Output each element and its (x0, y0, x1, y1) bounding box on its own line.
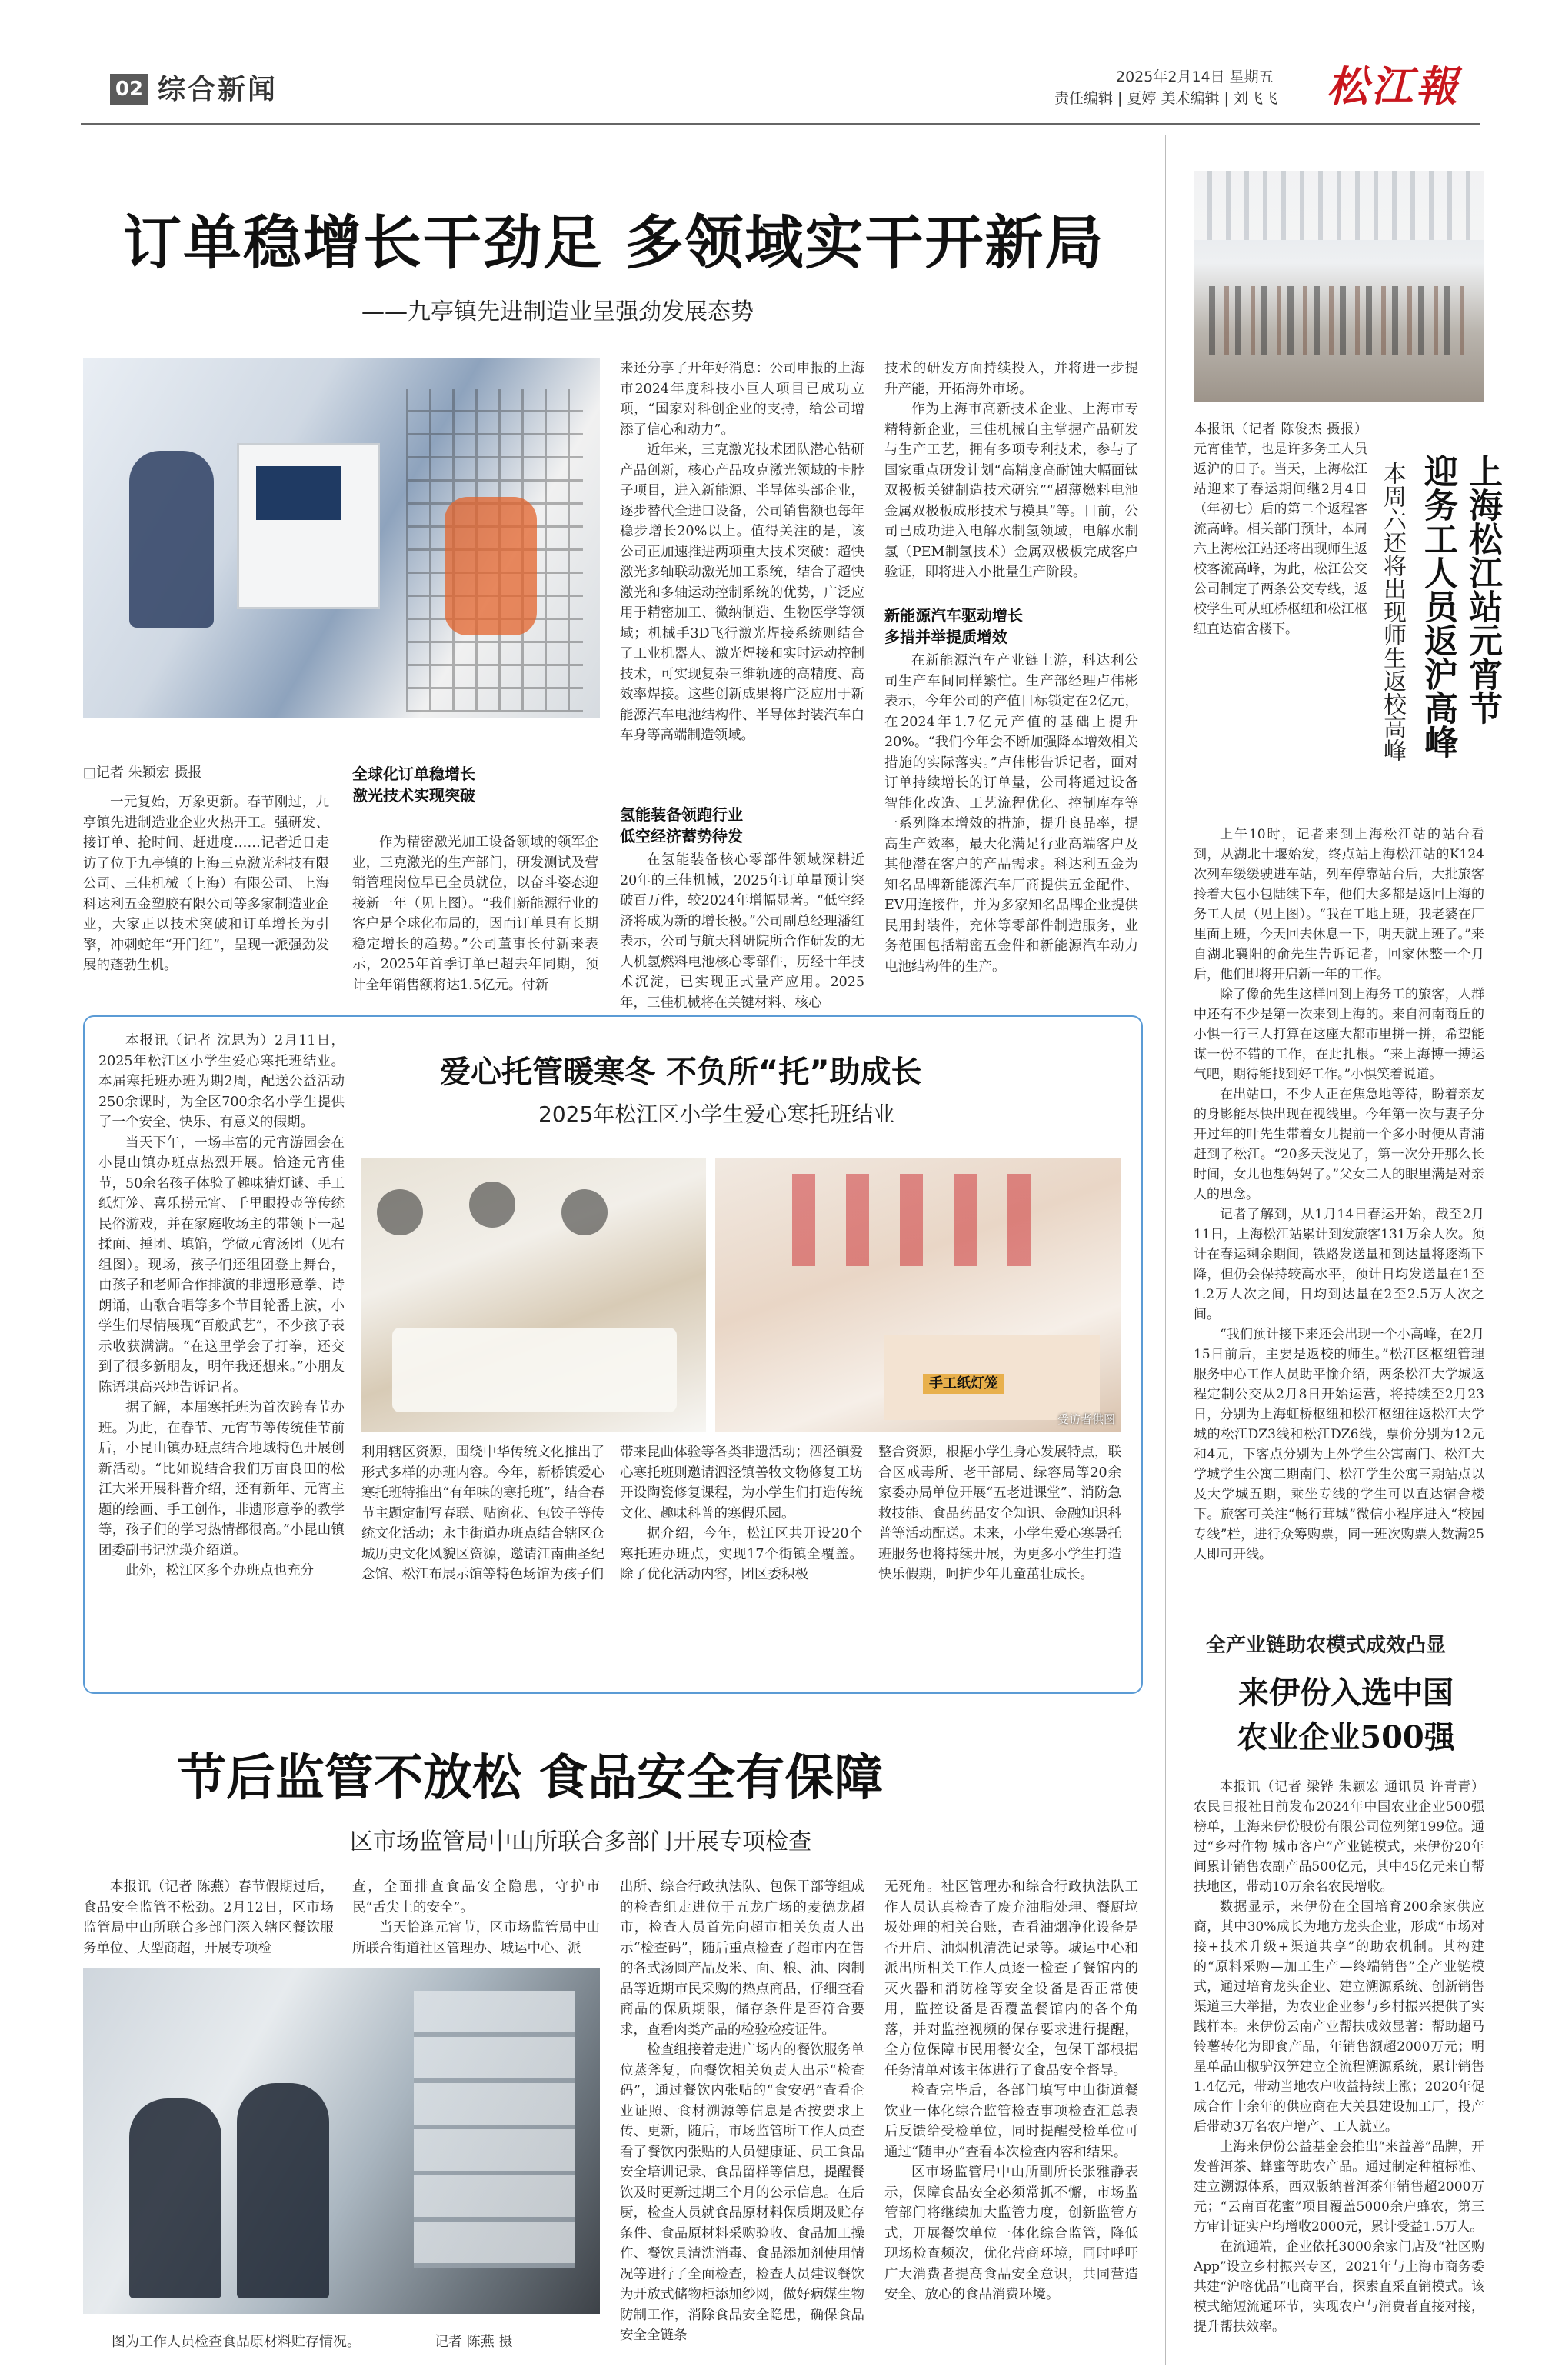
a2-headline: 上海松江站元宵节 迎务工人员返沪高峰 (1418, 454, 1502, 758)
photo-credit: □记者 朱颖宏 摄报 (83, 765, 202, 781)
column-divider (1165, 135, 1166, 2365)
a5-column-2: 查，全面排查食品安全隐患，守护市民“舌尖上的安全”。 当天恰逢元宵节，区市场监管局中山所联合街道社区管理办、城运中心、派 (352, 1879, 600, 1956)
kids-photo-left (361, 1158, 706, 1432)
section-name: 综合新闻 (158, 73, 278, 105)
a1-subhead-2: 氢能装备领跑行业 低空经济蓄势待发 (620, 805, 743, 845)
headline: 订单稳增长干劲足 多领域实干开新局 (123, 208, 1105, 277)
a2-body: 上午10时，记者来到上海松江站的站台看到，从湖北十堰始发，终点站上海松江站的K124次列车缓缓驶进车站，列车停靠站台后，大批旅客拎着大包小包陆续下车，他们大多都是返回上海的务工人员（见上图）。“我在工地上班，我老婆在厂里面上班，今天回去休息一下，明天就上班了。”来自湖北襄阳的俞先生告诉记者，回家休整一个月后，他们即将开启新一年的工作。 除了像俞先生这样回到上海务工的旅客，人群中还有不少是第一次来到上海的。来自河南商丘的小惧一行三人打算在这座大都市里拼一拼，希望能谋一份不错的工作，在此扎根。“来上海博一搏运气吧，期待能找到好工作。”小惧笑着说道。 在出站口，不少人正在焦急地等待，盼着亲友的身影能尽快出现在视线里。今年第一次与妻子分开过年的叶先生带着女儿提前一个多小时便从青浦赶到了松江。“20多天没见了，第一次分开那么长时间，女儿也想妈妈了。”父女二人的眼里满是对亲人的思念。 记者了解到，从1月14日春运开始，截至2月11日，上海松江站累计到发旅客131万余人次。预计在春运剩余期间，铁路发送量和到达量将逐渐下降，但仍会保持较高水平，预计日均发送量在1至1.2万人次之间，日均到达量在2至2.5万人次之间。 “我们预计接下来还会出现一个小高峰，在2月15日前后，主要是返校的师生。”松江区枢纽管理服务中心工作人员助平愉介绍，两条松江大学城返程定制公交从2月8日开始运营，将持续至2月23日，分别为上海虹桥枢纽和松江枢纽往返松江大学城的松江DZ3线和松江DZ6线，票价分别为12元和4元，下客点分别为上外学生公寓南门、松江大学城学生公寓二期南门、松江学生公寓三期站点以及大学城五期，乘坐专线的学生可以直达宿舍楼下。旅客可关注“畅行茸城”微信小程序进入“校园专线”栏，进行众筹购票，同一班次购票人数满25人即可开线。 (1194, 827, 1484, 1562)
a4-headline: 来伊份入选中国 农业企业500强 (1237, 1675, 1455, 1755)
newspaper-logo: 松江報 (1327, 62, 1460, 111)
station-photo (1194, 171, 1484, 402)
photo-credit: 受访者供图 (1057, 1412, 1115, 1426)
a1-column-1: 一元复始，万象更新。春节刚过，九亭镇先进制造业企业火热开工。强研发、接订单、抢时间、赶进度……记者近日走访了位于九亭镇的上海三克激光科技有限公司、三佳机械（上海）有限公司、上海科达利五金塑胶有限公司等多家制造业企业，大家正以技术突破和订单增长为引擎，冲刺蛇年“开门红”，呈现一派强劲发展的蓬勃生机。 (83, 795, 329, 973)
photo-credit: 记者 陈燕 摄 (435, 2334, 513, 2350)
a3-headline: 爱心托管暖寒冬 不负所“托”助成长 (440, 1055, 922, 1090)
editors-line: 责任编辑 | 夏婷 美术编辑 | 刘飞飞 (1054, 90, 1278, 107)
subheadline: ——九亭镇先进制造业呈强劲发展态势 (361, 298, 754, 325)
a1-column-2: 作为精密激光加工设备领域的领军企业，三克激光的生产部门，研发测试及营销管理岗位早已全员就位，以奋斗姿态迎接新一年（见上图）。“我们新能源行业的客户是全球化布局的，因而订单具有长期稳定增长的趋势。”公司董事长付新来表示，2025年首季订单已超去年同期，预计全年销售额将达1.5亿元。付新 (352, 835, 598, 993)
factory-photo (83, 358, 600, 718)
a1-subhead-1: 全球化订单稳增长 激光技术实现突破 (352, 765, 475, 805)
inspection-photo (83, 1968, 600, 2314)
a5-headline: 节后监管不放松 食品安全有保障 (177, 1750, 884, 1807)
a3-column-3: 带来昆曲体验等各类非遗活动；泗泾镇爱心寒托班则邀请泗泾镇善牧文物修复工坊开设陶瓷修复课程，为小学生们打造传统文化、趣味科普的寒假乐园。 据介绍，今年，松江区共开设20个寒托班办班点，实现17个街镇全覆盖。除了优化活动内容，团区委积极 (620, 1445, 863, 1582)
lantern-sign: 手工纸灯笼 (923, 1374, 1004, 1394)
a1-column-3: 来还分享了开年好消息：公司申报的上海市2024年度科技小巨人项目已成功立项，“国家对科创企业的支持，给公司增添了信心和动力”。 近年来，三克激光技术团队潜心钻研产品创新，核心产品攻克激光领域的卡脖子项目，进入新能源、半导体头部企业，逐步替代全进口设备，公司销售额也每年稳步增长20%以上。值得关注的是，该公司正加速推进两项重大技术突破：超快激光多轴联动激光加工系统，结合了超快激光和多轴运动控制系统的优势，广泛应用于精密加工、微纳制造、生物医学等领域；机械手3D飞行激光焊接系统则结合了工业机器人、激光焊接和实时运动控制技术，可实现复杂三维轨迹的高精度、高效率焊接。这些创新成果将广泛应用于新能源汽车电池结构件、半导体封装汽车白车身等高端制造领域。 (620, 361, 864, 743)
a5-subheadline: 区市场监管局中山所联合多部门开展专项检查 (350, 1828, 811, 1855)
photo-caption: 图为工作人员检查食品原材料贮存情况。 (112, 2334, 361, 2350)
a1-column-4: 技术的研发方面持续投入，并将进一步提升产能，开拓海外市场。 作为上海市高新技术企业、上海市专精特新企业，三佳机械自主掌握产品研发与生产工艺，拥有多项专利技术，参与了国家重点研发计划“高精度高耐蚀大幅面钛双极板关键制造技术研究”“超薄燃料电池金属双极板成形技术与模具”等。目前，公司已成功进入电解水制氢领域，电解水制氢（PEM制氢技术）金属双极板完成客户验证，即将进入小批量生产阶段。 (884, 361, 1138, 580)
issue-date: 2025年2月14日 星期五 (1116, 68, 1274, 85)
a3-column-1: 本报讯（记者 沈思为）2月11日，2025年松江区小学生爱心寒托班结业。本届寒托班办班为期2周，配送公益活动250余课时，为全区700余名小学生提供了一个安全、快乐、有意义的假期。 当天下午，一场丰富的元宵游园会在小昆山镇办班点热烈开展。恰逢元宵佳节，50余名孩子体验了趣味猜灯谜、手工纸灯笼、喜乐捞元宵、千里眼投壶等传统民俗游戏，并在家庭收场主的带领下一起揉面、捶团、填馅，学做元宵汤团（见右组图）。现场，孩子们还组团登上舞台，由孩子和老师合作排演的非遗形意拳、诗朗诵，山歌合唱等多个节目轮番上演，小学生们尽情展现“百般武艺”，不少孩子表示收获满满。“在这里学会了打拳，还交到了很多新朋友，明年我还想来。”小朋友陈语琪高兴地告诉记者。 据了解，本届寒托班为首次跨春节办班。为此，在春节、元宵节等传统佳节前后，小昆山镇办班点结合地域特色开展创新活动。“比如说结合我们万亩良田的松江大米开展科普介绍，还有新年、元宵主题的绘画、手工创作，非遗形意拳的教学等，孩子们的学习热情都很高。”小昆山镇团委副书记沈瑛介绍道。 此外，松江区多个办班点也充分 (98, 1033, 345, 1578)
a3-subheadline: 2025年松江区小学生爱心寒托班结业 (538, 1102, 895, 1127)
a3-column-2: 利用辖区资源，围绕中华传统文化推出了形式多样的办班内容。今年，新桥镇爱心寒托班特推出“有年味的寒托班”，结合春节主题定制写春联、贴窗花、包饺子等传统文化活动；永丰街道办班点结合辖区仓城历史文化风貌区资源，邀请江南曲圣纪念馆、松江布展示馆等特色场馆为孩子们 (361, 1445, 604, 1582)
a2-subheadline: 本周六还将出现师生返校高峰 (1379, 462, 1406, 762)
page-number-badge: 02 (110, 74, 148, 105)
a5-column-4: 无死角。社区管理办和综合行政执法队工作人员认真检查了废弃油脂处理、餐厨垃圾处理的相关台账，查看油烟净化设备是否开启、油烟机清洗记录等。城运中心和派出所相关工作人员逐一检查了餐馆内的灭火器和消防栓等安全设备是否正常使用，监控设备是否覆盖餐馆内的各个角落，并对监控视频的保存要求进行提醒，全方位保障市民用餐安全，包保干部根据任务清单对该主体进行了食品安全督导。 检查完毕后，各部门填写中山街道餐饮业一体化综合监管检查事项检查汇总表后反馈给受检单位，同时提醒受检单位可通过“随申办”查看本次检查内容和结果。 区市场监管局中山所副所长张雅静表示，保障食品安全必须常抓不懈，市场监管部门将继续加大监管力度，创新监管方式，开展餐饮单位一体化综合监管，降低现场检查频次，优化营商环境，同时呼吁广大消费者提高食品安全意识，共同营造安全、放心的食品消费环境。 (884, 1879, 1138, 2302)
a1-column-4b: 在新能源汽车产业链上游，科达利公司生产车间同样繁忙。生产部经理卢伟彬表示，今年公司的产值目标锁定在2亿元，在2024年1.7亿元产值的基础上提升20%。“我们今年会不断加强降本增效相关措施的实际落实。”卢伟彬告诉记者，面对订单持续增长的订单量，公司将通过设备智能化改造、工艺流程优化、控制库存等一系列降本增效的措施，提升良品率，提高生产效率，最大化满足行业高端客户及其他潜在客户的产品需求。科达利五金为知名品牌新能源汽车厂商提供五金配件、EV用连接件，并为多家知名品牌企业提供民用封装件，充体等零部件制造服务，业务范围包括精密五金件和新能源汽车动力电池结构件的生产。 (884, 653, 1138, 975)
a4-kicker: 全产业链助农模式成效凸显 (1206, 1634, 1447, 1657)
a1-subhead-3: 新能源汽车驱动增长 多措并举提质增效 (884, 606, 1023, 646)
a1-column-3b: 在氢能装备核心零部件领域深耕近20年的三佳机械，2025年订单量预计突破百万件，较2024年增幅显著。“低空经济将成为新的增长极。”公司副总经理潘红表示，公司与航天科研院所合作研发的无人机氢燃料电池核心零部件，历经十年技术沉淀，已实现正式量产应用。2025年，三佳机械将在关键材料、核心 (620, 852, 864, 1011)
a2-lead: 本报讯（记者 陈俊杰 摄报）元宵佳节，也是许多务工人员返沪的日子。当天，上海松江站迎来了春运期间继2月4日（年初七）后的第二个返程客流高峰。相关部门预计，本周六上海松江站还将出现师生返校客流高峰，为此，松江公交公司制定了两条公交专线，返校学生可从虹桥枢纽和松江枢纽直达宿舍楼下。 (1194, 422, 1367, 637)
a5-column-3: 出所、综合行政执法队、包保干部等组成的检查组走进位于五龙广场的麦德龙超市，检查人员首先向超市相关负责人出示“检查码”，随后重点检查了超市内在售的各式汤圆产品及米、面、粮、油、肉制品等近期市民采购的热点商品，仔细查看商品的保质期限，储存条件是否符合要求，查看肉类产品的检验检疫证件。 检查组接着走进广场内的餐饮服务单位蒸斧复，向餐饮相关负责人出示“检查码”，通过餐饮内张贴的“食安码”查看企业证照、食材溯源等信息是否按要求上传、更新，随后，市场监管所工作人员查看了餐饮内张贴的人员健康证、员工食品安全培训记录、食品留样等信息，提醒餐饮及时更新过期三个月的公示信息。在后厨，检查人员就食品原材料保质期及贮存条件、食品原材料采购验收、食品加工操作、餐饮具清洗消毒、食品添加剂使用情况等进行了全面检查，检查人员建议餐饮为开放式储物柜添加纱网，做好病媒生物防制工作，消除食品安全隐患，确保食品安全全链条 (620, 1879, 864, 2343)
a4-body: 本报讯（记者 梁铧 朱颖宏 通讯员 许青青）农民日报社日前发布2024年中国农业企业500强榜单，上海来伊份股份有限公司位列第199位。通过“乡村作物 城市客户”产业链模式，来伊份20年间累计销售农副产品500亿元，其中45亿元来自帮扶地区，带动10万余名农民增收。 数据显示，来伊份在全国培育200余家供应商，其中30%成长为地方龙头企业，形成“市场对接+技术升级+渠道共享”的助农机制。其构建的“原料采购—加工生产—终端销售”全产业链模式，通过培育龙头企业、建立溯源系统、创新销售渠道三大举措，为农业企业参与乡村振兴提供了实践样本。来伊份云南产业帮扶成效显著：帮助超马铃薯转化为即食产品，年销售额超2000万元；明星单品山椒驴汉笋建立全流程溯源系统，累计销售1.4亿元，带动当地农户收益持续上涨；2020年促成合作十余年的供应商在大关县建设加工厂，投产后带动3万名农户增产、工人就业。 上海来伊份公益基金会推出“来益善”品牌，开发普洱茶、蜂蜜等助农产品。通过制定种植标准、建立溯源体系，西双版纳普洱茶年销售超2000万元；“云南百花蜜”项目覆盖5000余户蜂农，第三方审计证实户均增收2000元，累计受益1.5万人。 在流通端，企业依托3000余家门店及“社区购App”设立乡村振兴专区，2021年与上海市商务委共建“沪喀优品”电商平台，探索直采直销模式。该模式缩短流通环节，实现农户与消费者直接对接，提升帮扶效率。 (1194, 1779, 1484, 2335)
a5-column-1: 本报讯（记者 陈燕）春节假期过后，食品安全监管不松劲。2月12日，区市场监管局中山所联合多部门深入辖区餐饮服务单位、大型商超，开展专项检 (83, 1879, 334, 1956)
kids-photo-right (715, 1158, 1121, 1432)
a3-column-4: 整合资源，根据小学生身心发展特点，联合区戒毒所、老干部局、绿容局等20余家委办局单位开展“五老进课堂”、消防急救技能、食品药品安全知识、金融知识科普等活动配送。未来，小学生爱心寒暑托班服务也将持续开展，为更多小学生打造快乐假期，呵护少年儿童茁壮成长。 (878, 1445, 1121, 1582)
masthead (81, 54, 1480, 115)
masthead-rule (81, 123, 1480, 125)
